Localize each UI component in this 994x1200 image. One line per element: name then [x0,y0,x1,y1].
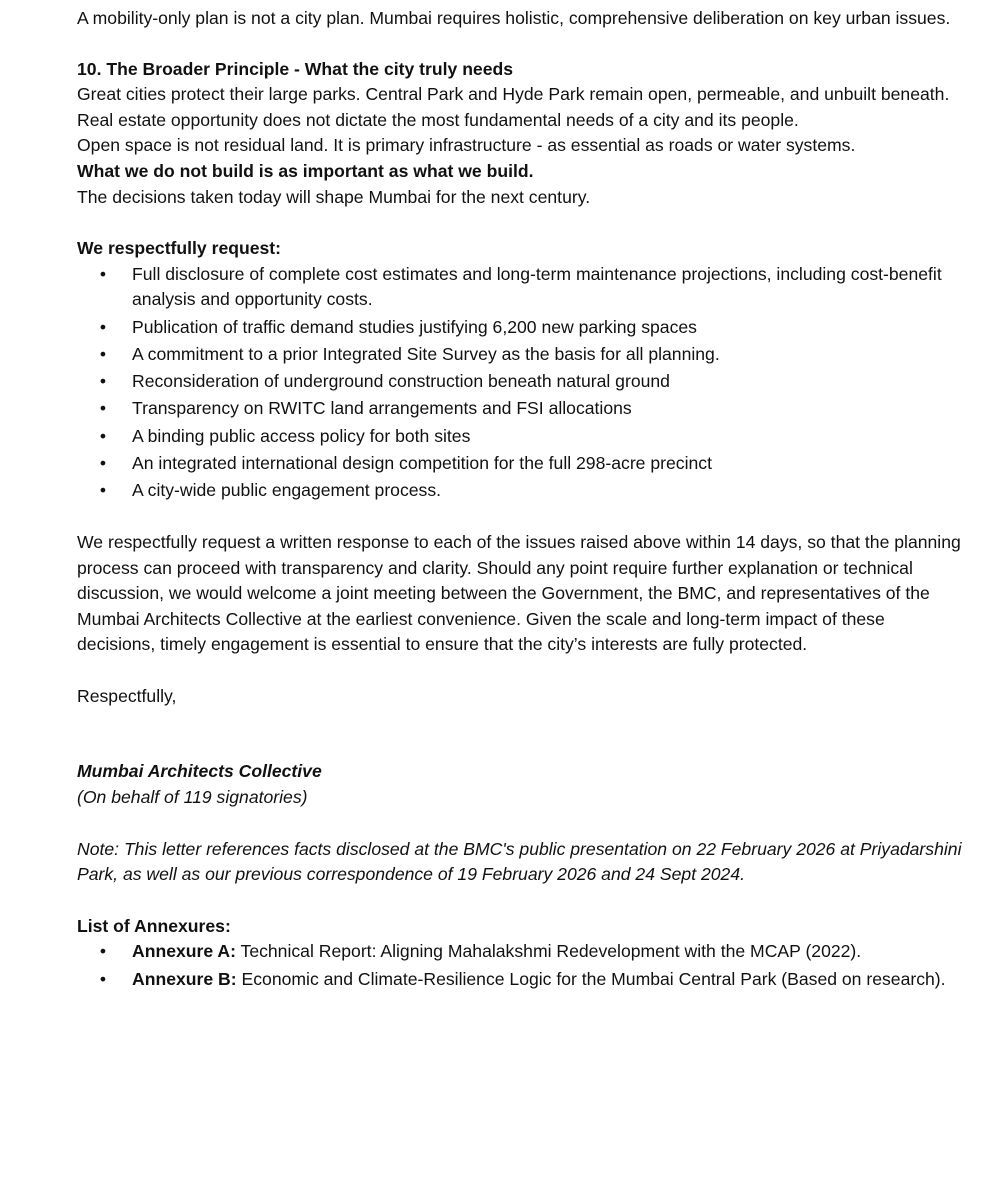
annexure-label: Annexure A: [132,941,236,962]
bullet-icon: • [99,453,107,474]
list-item [77,939,964,965]
list-item-text: Reconsideration of underground construction beneath natural ground [132,371,670,392]
requests-list [77,262,964,504]
list-item-text: Transparency on RWITC land arrangements and FSI allocations [132,398,632,419]
list-item [77,967,964,993]
closing-paragraph: We respectfully request a written response to each of the issues raised above within 14 days, so that the planning process can proceed with transparency and clarity. Should any point require further explanation or technical discussion, we would welcome a joint meeting between the Government, the BMC, and representatives of the Mumbai Architects Collective at the earliest convenience. Given the scale and long-term impact of these decisions, timely engagement is essential to ensure that the city’s interests are fully protected. [77,531,961,655]
list-item-text: A city-wide public engagement process. [132,480,442,501]
bullet-icon: • [99,941,107,962]
list-item [77,369,964,395]
list-item-text: An integrated international design competition for the full 298-acre precinct [132,453,712,474]
note-paragraph: Note: This letter references facts disclosed at the BMC's public presentation on 22 February 2026 at Priyadarshini Park, as well as our previous correspondence of 19 February 2026 and 24 Sept 2024. [77,838,962,885]
section-10-emphasis: What we do not build is as important as what we build. [77,160,534,181]
list-item [77,315,964,341]
list-item [77,342,964,368]
bullet-icon: • [99,371,107,392]
bullet-icon: • [99,968,107,989]
bullet-icon: • [99,480,107,501]
annexure-text: Economic and Climate-Resilience Logic for the Mumbai Central Park (Based on research). [236,968,946,989]
annexure-text: Technical Report: Aligning Mahalakshmi Redevelopment with the MCAP (2022). [235,941,862,962]
requests-heading: We respectfully request: [77,238,282,259]
list-item-text: A commitment to a prior Integrated Site Survey as the basis for all planning. [132,343,720,364]
section-10-paragraph-4: The decisions taken today will shape Mumbai for the next century. [77,186,591,207]
section-10-paragraph-2: Open space is not residual land. It is primary infrastructure - as essential as roads or water systems. [77,135,856,156]
list-item [77,262,964,313]
annexures-heading: List of Annexures: [77,915,231,936]
intro-paragraph: A mobility-only plan is not a city plan. Mumbai requires holistic, comprehensive deliberation on key urban issues. [77,8,951,28]
list-item-text: A binding public access policy for both sites [132,425,471,446]
bullet-icon: • [99,425,107,446]
bullet-icon: • [99,343,107,364]
annexure-label: Annexure B: [132,968,237,989]
signature-org: Mumbai Architects Collective [77,761,322,782]
annexures-list [77,939,964,992]
list-item [77,424,964,450]
signature-behalf: (On behalf of 119 signatories) [77,787,308,808]
bullet-icon: • [99,398,107,419]
bullet-icon: • [99,263,107,284]
bullet-icon: • [99,316,107,337]
signoff: Respectfully, [77,685,177,706]
list-item [77,396,964,422]
list-item-text: Full disclosure of complete cost estimates and long-term maintenance projections, including cost-benefit analysis and opportunity costs. [132,263,942,310]
section-10-paragraph-1: Great cities protect their large parks. Central Park and Hyde Park remain open, permeable, and unbuilt beneath. Real estate opportunity does not dictate the most fundamental needs of a city and its people. [77,84,950,130]
list-item [77,478,964,504]
list-item-text: Publication of traffic demand studies justifying 6,200 new parking spaces [132,316,697,337]
list-item [77,451,964,477]
section-10-heading: 10. The Broader Principle - What the city truly needs [77,58,514,79]
